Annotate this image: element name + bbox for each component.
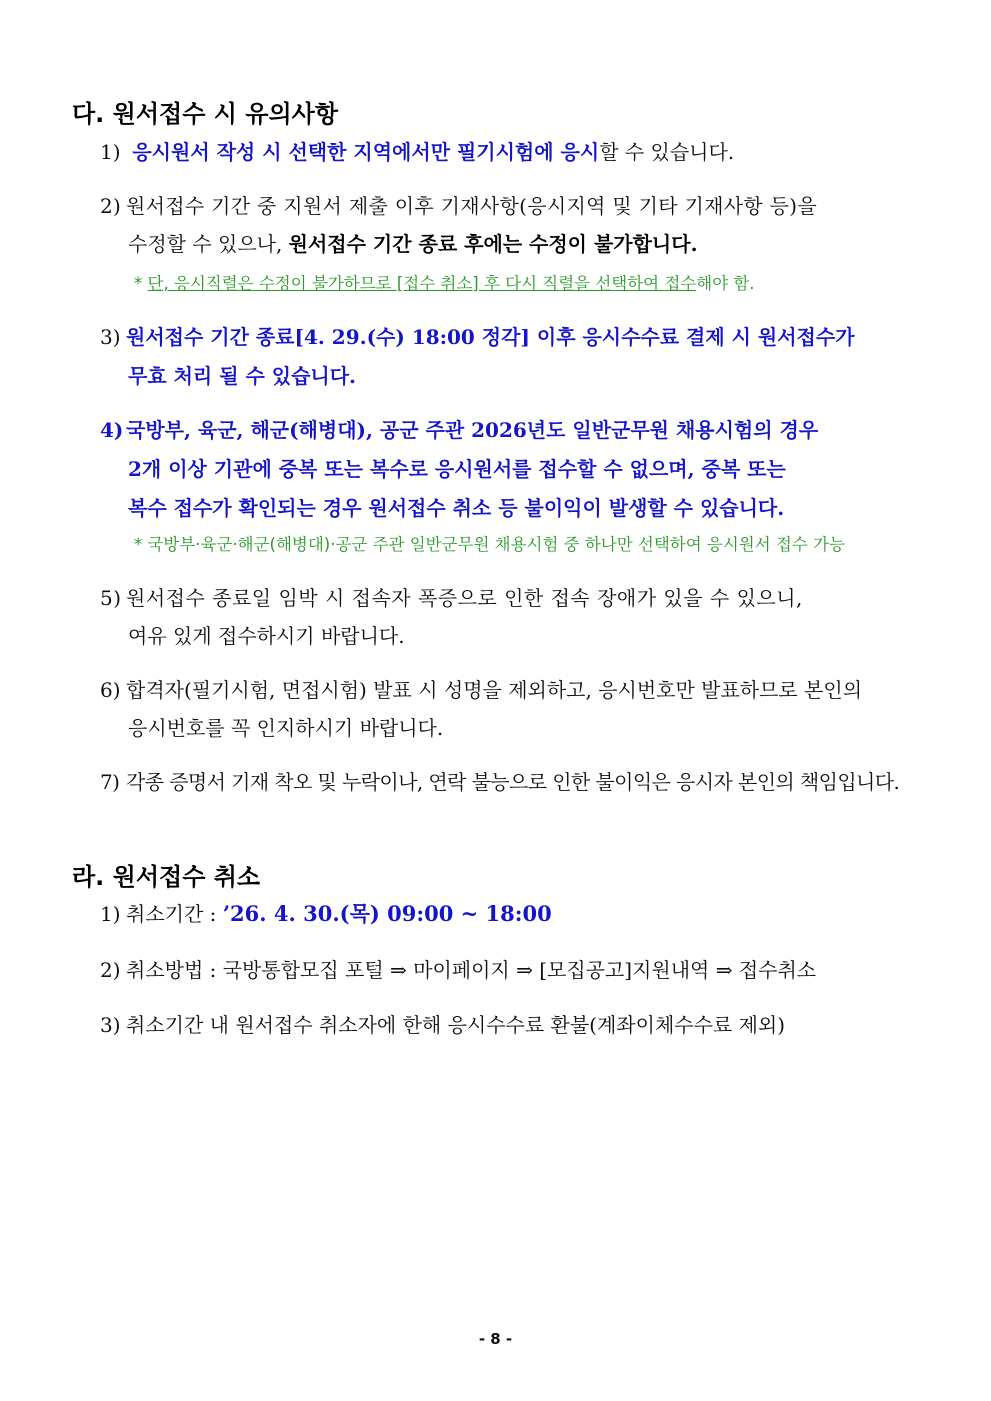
item-5-text: 여유 있게 접수하시기 바랍니다.	[128, 624, 405, 648]
item-2-note	[134, 272, 755, 296]
note-marker: *	[134, 274, 148, 293]
item-2-text: 원서접수 기간 중 지원서 제출 이후 기재사항(응시지역 및 기타 기재사항 등)을	[126, 194, 817, 218]
cancellation-item-1	[100, 900, 552, 928]
item-number: 2)	[100, 958, 121, 982]
item-1-rest: 할 수 있습니다.	[599, 140, 735, 164]
precaution-item-3-line-2	[128, 362, 356, 390]
cancel-period-value: ’26. 4. 30.(목) 09:00 ~ 18:00	[222, 901, 552, 926]
item-4-text: 2개 이상 기관에 중복 또는 복수로 응시원서를 접수할 수 없으며, 중복 또는	[128, 457, 786, 481]
item-3-text: 무효 처리 될 수 있습니다.	[128, 364, 357, 388]
cancel-period-label: 취소기간 :	[126, 902, 223, 926]
item-number: 2)	[100, 194, 122, 218]
item-number: 1)	[100, 902, 121, 926]
item-1-emphasis: 응시원서 작성 시 선택한 지역에서만 필기시험에 응시	[132, 140, 600, 164]
item-number: 7)	[100, 770, 120, 794]
precaution-item-4-line-3	[128, 494, 784, 522]
item-3-text: 원서접수 기간 종료[4. 29.(수) 18:00 정각] 이후 응시수수료 결제 시 원서접수가	[126, 325, 855, 349]
precaution-item-2-line-1	[100, 192, 817, 220]
precaution-item-5-line-2	[128, 622, 405, 650]
note-rest: 해야 함.	[696, 274, 755, 293]
item-4-text: 국방부, 육군, 해군(해병대), 공군 주관 2026년도 일반군무원 채용시험의 경우	[126, 418, 819, 442]
item-number: 3)	[100, 325, 121, 349]
item-2-emphasis: 원서접수 기간 종료 후에는 수정이 불가합니다.	[288, 232, 698, 256]
section-title-precautions: 다. 원서접수 시 유의사항	[72, 100, 339, 128]
precaution-item-4-line-1	[100, 416, 818, 444]
item-5-text: 원서접수 종료일 임박 시 접속자 폭증으로 인한 접속 장애가 있을 수 있으니,	[126, 586, 803, 610]
cancel-method-text: 취소방법 : 국방통합모집 포털 ⇒ 마이페이지 ⇒ [모집공고]지원내역 ⇒ 접수취소	[126, 958, 817, 982]
item-6-text: 합격자(필기시험, 면접시험) 발표 시 성명을 제외하고, 응시번호만 발표하므로 본인의	[126, 678, 863, 702]
precaution-item-7	[100, 768, 899, 796]
page-number: - 8 -	[478, 1330, 513, 1348]
note-underlined: 단, 응시직렬은 수정이 불가하므로 [접수 취소] 후 다시 직렬을 선택하여 접수	[147, 274, 697, 293]
item-6-text: 응시번호를 꼭 인지하시기 바랍니다.	[128, 716, 444, 740]
item-number: 5)	[100, 586, 122, 610]
precaution-item-1	[100, 138, 734, 166]
item-4-text: 복수 접수가 확인되는 경우 원서접수 취소 등 불이익이 발생할 수 있습니다.	[128, 496, 785, 520]
item-number: 4)	[100, 418, 124, 442]
precaution-item-4-line-2	[128, 455, 786, 483]
cancellation-item-2	[100, 956, 816, 984]
section-title-cancellation: 라. 원서접수 취소	[72, 863, 261, 891]
precaution-item-6-line-2	[128, 714, 443, 742]
item-2-plain: 수정할 수 있으나,	[128, 232, 289, 256]
item-number: 6)	[100, 678, 121, 702]
cancellation-item-3	[100, 1011, 785, 1039]
precaution-item-6-line-1	[100, 676, 862, 704]
precaution-item-5-line-1	[100, 584, 803, 612]
item-number: 1)	[100, 140, 121, 164]
item-number: 3)	[100, 1013, 121, 1037]
item-7-text: 각종 증명서 기재 착오 및 누락이나, 연락 불능으로 인한 불이익은 응시자 본인의 책임입니다.	[126, 770, 900, 794]
precaution-item-2-line-2	[128, 230, 698, 258]
refund-text: 취소기간 내 원서접수 취소자에 한해 응시수수료 환불(계좌이체수수료 제외)	[126, 1013, 786, 1037]
item-4-note: * 국방부·육군·해군(해병대)·공군 주관 일반군무원 채용시험 중 하나만 선택하여 응시원서 접수 가능	[134, 535, 845, 554]
precaution-item-3-line-1	[100, 323, 855, 351]
